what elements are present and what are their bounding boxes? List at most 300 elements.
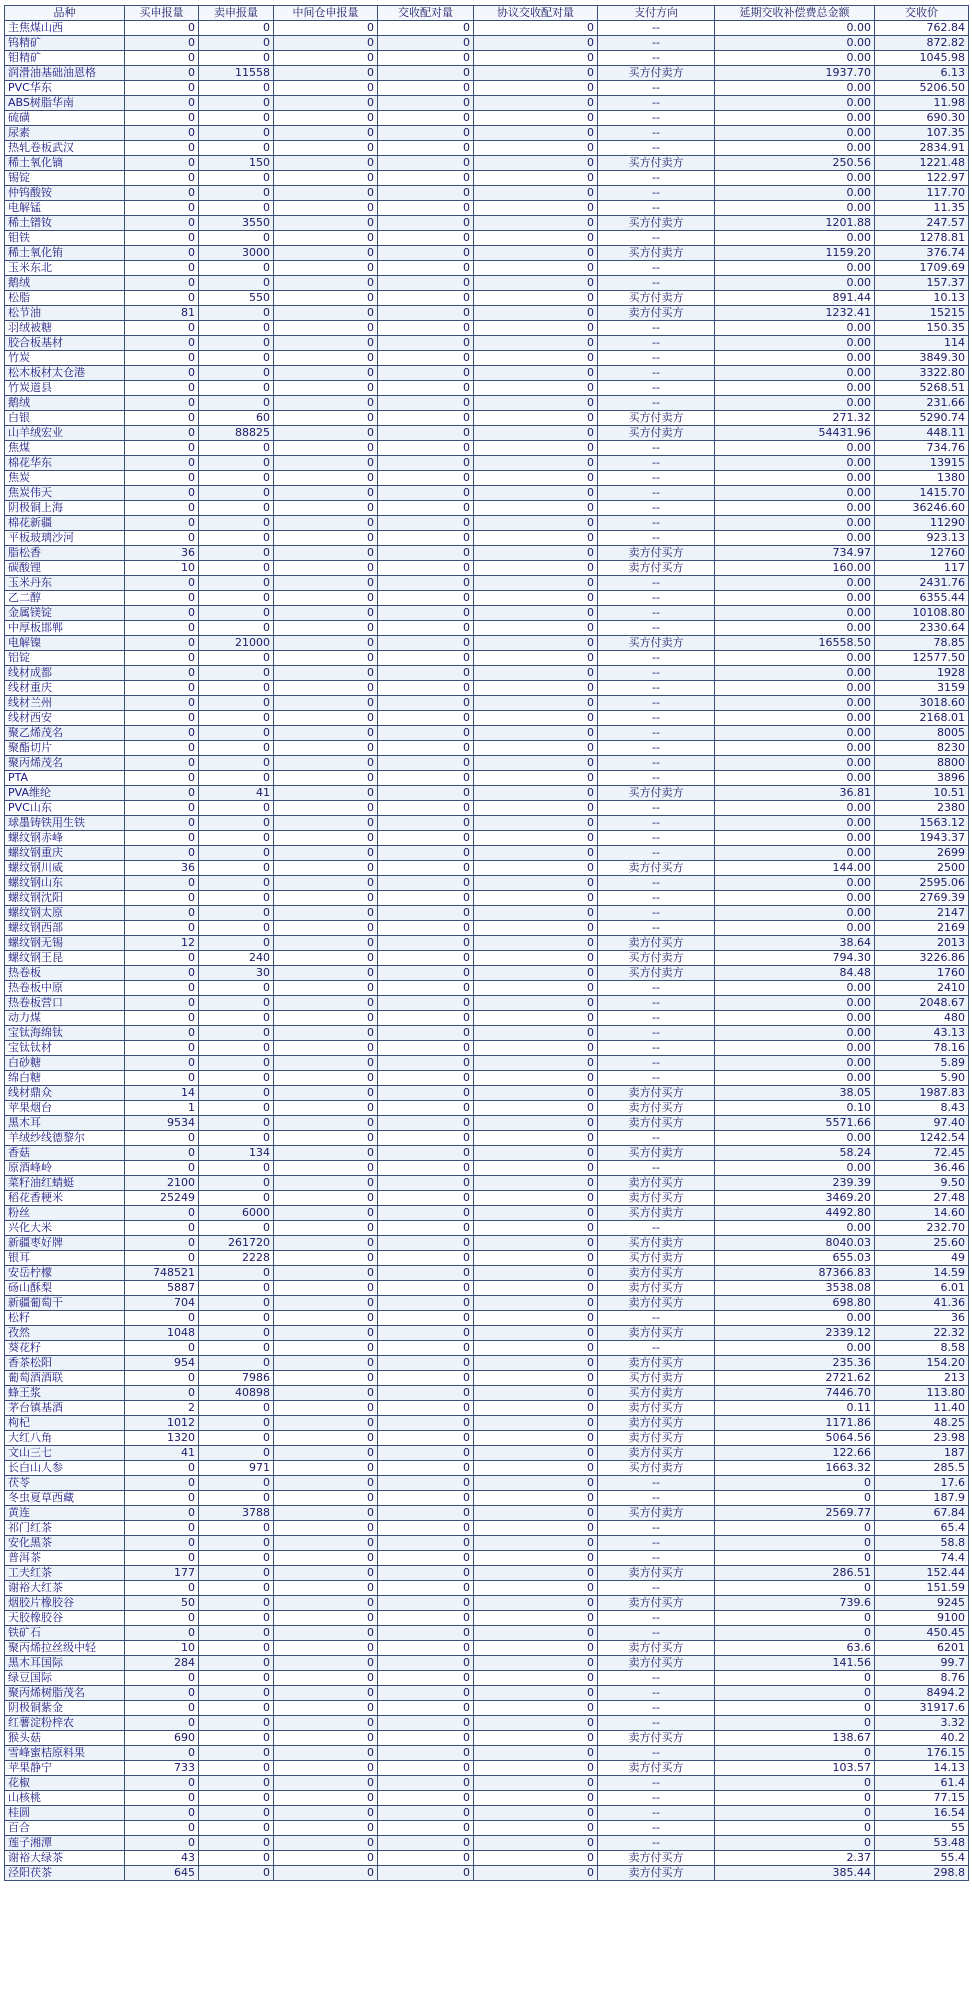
cell-deferred-compensation: 0.00 xyxy=(715,81,875,96)
cell-agreement-matched: 0 xyxy=(474,171,598,186)
cell-delivery-price: 376.74 xyxy=(875,246,969,261)
cell-deferred-compensation: 38.05 xyxy=(715,1086,875,1101)
cell-intermediate-declared: 0 xyxy=(274,1746,378,1761)
cell-agreement-matched: 0 xyxy=(474,1791,598,1806)
cell-buy-declared: 0 xyxy=(125,1161,199,1176)
table-row xyxy=(5,51,969,66)
cell-agreement-matched: 0 xyxy=(474,906,598,921)
cell-buy-declared: 0 xyxy=(125,1626,199,1641)
cell-buy-declared: 0 xyxy=(125,1611,199,1626)
cell-buy-declared: 748521 xyxy=(125,1266,199,1281)
cell-payment-direction: -- xyxy=(598,891,715,906)
cell-delivery-price: 14.59 xyxy=(875,1266,969,1281)
cell-sell-declared: 0 xyxy=(199,261,274,276)
cell-delivery-price: 107.35 xyxy=(875,126,969,141)
cell-intermediate-declared: 0 xyxy=(274,1266,378,1281)
cell-delivery-price: 8494.2 xyxy=(875,1686,969,1701)
cell-sell-declared: 0 xyxy=(199,1041,274,1056)
cell-sell-declared: 0 xyxy=(199,846,274,861)
cell-sell-declared: 0 xyxy=(199,1521,274,1536)
table-row xyxy=(5,351,969,366)
cell-delivery-price: 43.13 xyxy=(875,1026,969,1041)
table-row xyxy=(5,321,969,336)
cell-delivery-price: 2431.76 xyxy=(875,576,969,591)
cell-delivery-price: 10108.80 xyxy=(875,606,969,621)
cell-delivery-price: 1760 xyxy=(875,966,969,981)
cell-agreement-matched: 0 xyxy=(474,741,598,756)
cell-delivery-price: 1045.98 xyxy=(875,51,969,66)
cell-deferred-compensation: 0.00 xyxy=(715,576,875,591)
cell-deferred-compensation: 0 xyxy=(715,1491,875,1506)
cell-agreement-matched: 0 xyxy=(474,201,598,216)
cell-deferred-compensation: 0.00 xyxy=(715,276,875,291)
cell-intermediate-declared: 0 xyxy=(274,576,378,591)
cell-intermediate-declared: 0 xyxy=(274,516,378,531)
cell-delivery-price: 25.60 xyxy=(875,1236,969,1251)
cell-delivery-matched: 0 xyxy=(378,576,474,591)
table-row xyxy=(5,1476,969,1491)
cell-delivery-matched: 0 xyxy=(378,411,474,426)
cell-sell-declared: 0 xyxy=(199,1266,274,1281)
cell-buy-declared: 0 xyxy=(125,786,199,801)
cell-delivery-matched: 0 xyxy=(378,1101,474,1116)
cell-intermediate-declared: 0 xyxy=(274,1851,378,1866)
cell-deferred-compensation: 36.81 xyxy=(715,786,875,801)
cell-payment-direction: 卖方付买方 xyxy=(598,1866,715,1881)
cell-payment-direction: -- xyxy=(598,336,715,351)
cell-agreement-matched: 0 xyxy=(474,696,598,711)
table-header-row xyxy=(5,6,969,21)
cell-delivery-price: 67.84 xyxy=(875,1506,969,1521)
cell-agreement-matched: 0 xyxy=(474,36,598,51)
cell-product-name: 仲钨酸铵 xyxy=(5,186,125,201)
cell-delivery-matched: 0 xyxy=(378,606,474,621)
cell-delivery-matched: 0 xyxy=(378,351,474,366)
cell-buy-declared: 0 xyxy=(125,1836,199,1851)
cell-deferred-compensation: 0 xyxy=(715,1776,875,1791)
cell-sell-declared: 0 xyxy=(199,1296,274,1311)
cell-agreement-matched: 0 xyxy=(474,591,598,606)
cell-buy-declared: 0 xyxy=(125,726,199,741)
cell-buy-declared: 0 xyxy=(125,1671,199,1686)
cell-delivery-price: 3896 xyxy=(875,771,969,786)
cell-payment-direction: 卖方付买方 xyxy=(598,1191,715,1206)
cell-agreement-matched: 0 xyxy=(474,1776,598,1791)
cell-buy-declared: 704 xyxy=(125,1296,199,1311)
table-row xyxy=(5,1266,969,1281)
cell-sell-declared: 0 xyxy=(199,1071,274,1086)
cell-deferred-compensation: 87366.83 xyxy=(715,1266,875,1281)
cell-agreement-matched: 0 xyxy=(474,636,598,651)
cell-delivery-matched: 0 xyxy=(378,636,474,651)
cell-sell-declared: 0 xyxy=(199,306,274,321)
cell-delivery-matched: 0 xyxy=(378,681,474,696)
cell-payment-direction: -- xyxy=(598,1581,715,1596)
cell-product-name: 线材重庆 xyxy=(5,681,125,696)
cell-delivery-price: 176.15 xyxy=(875,1746,969,1761)
cell-intermediate-declared: 0 xyxy=(274,1446,378,1461)
cell-sell-declared: 0 xyxy=(199,171,274,186)
cell-delivery-price: 5.89 xyxy=(875,1056,969,1071)
cell-agreement-matched: 0 xyxy=(474,81,598,96)
cell-delivery-matched: 0 xyxy=(378,531,474,546)
cell-buy-declared: 0 xyxy=(125,1461,199,1476)
cell-intermediate-declared: 0 xyxy=(274,201,378,216)
cell-buy-declared: 690 xyxy=(125,1731,199,1746)
cell-buy-declared: 0 xyxy=(125,501,199,516)
cell-agreement-matched: 0 xyxy=(474,291,598,306)
cell-sell-declared: 0 xyxy=(199,1326,274,1341)
cell-payment-direction: -- xyxy=(598,1686,715,1701)
cell-buy-declared: 0 xyxy=(125,396,199,411)
table-row xyxy=(5,1251,969,1266)
cell-sell-declared: 0 xyxy=(199,1101,274,1116)
cell-sell-declared: 0 xyxy=(199,96,274,111)
cell-delivery-matched: 0 xyxy=(378,1716,474,1731)
cell-buy-declared: 5887 xyxy=(125,1281,199,1296)
cell-deferred-compensation: 0 xyxy=(715,1671,875,1686)
table-row xyxy=(5,666,969,681)
cell-delivery-matched: 0 xyxy=(378,501,474,516)
cell-product-name: 钨精矿 xyxy=(5,36,125,51)
table-row xyxy=(5,411,969,426)
cell-agreement-matched: 0 xyxy=(474,471,598,486)
cell-deferred-compensation: 0.00 xyxy=(715,396,875,411)
cell-delivery-matched: 0 xyxy=(378,1161,474,1176)
cell-agreement-matched: 0 xyxy=(474,1311,598,1326)
table-row xyxy=(5,906,969,921)
table-row xyxy=(5,1791,969,1806)
cell-product-name: PVA维纶 xyxy=(5,786,125,801)
cell-delivery-price: 41.36 xyxy=(875,1296,969,1311)
cell-deferred-compensation: 794.30 xyxy=(715,951,875,966)
table-row xyxy=(5,861,969,876)
cell-buy-declared: 0 xyxy=(125,516,199,531)
cell-buy-declared: 12 xyxy=(125,936,199,951)
cell-deferred-compensation: 0.00 xyxy=(715,771,875,786)
cell-payment-direction: 买方付卖方 xyxy=(598,291,715,306)
cell-deferred-compensation: 1171.86 xyxy=(715,1416,875,1431)
cell-payment-direction: 买方付卖方 xyxy=(598,156,715,171)
cell-product-name: 玉米丹东 xyxy=(5,576,125,591)
cell-delivery-price: 11.98 xyxy=(875,96,969,111)
table-row xyxy=(5,1701,969,1716)
cell-sell-declared: 0 xyxy=(199,1641,274,1656)
cell-agreement-matched: 0 xyxy=(474,1656,598,1671)
cell-delivery-price: 48.25 xyxy=(875,1416,969,1431)
cell-payment-direction: 买方付卖方 xyxy=(598,1506,715,1521)
cell-product-name: 葵花籽 xyxy=(5,1341,125,1356)
cell-agreement-matched: 0 xyxy=(474,21,598,36)
cell-deferred-compensation: 0.00 xyxy=(715,516,875,531)
table-row xyxy=(5,336,969,351)
table-row xyxy=(5,396,969,411)
cell-buy-declared: 0 xyxy=(125,111,199,126)
cell-sell-declared: 550 xyxy=(199,291,274,306)
cell-buy-declared: 0 xyxy=(125,1581,199,1596)
cell-buy-declared: 0 xyxy=(125,1506,199,1521)
cell-deferred-compensation: 0.00 xyxy=(715,441,875,456)
cell-agreement-matched: 0 xyxy=(474,786,598,801)
cell-payment-direction: -- xyxy=(598,1071,715,1086)
cell-delivery-price: 2595.06 xyxy=(875,876,969,891)
cell-intermediate-declared: 0 xyxy=(274,216,378,231)
cell-agreement-matched: 0 xyxy=(474,651,598,666)
cell-buy-declared: 0 xyxy=(125,876,199,891)
cell-product-name: 猴头菇 xyxy=(5,1731,125,1746)
table-row xyxy=(5,1176,969,1191)
cell-buy-declared: 81 xyxy=(125,306,199,321)
cell-intermediate-declared: 0 xyxy=(274,1416,378,1431)
cell-buy-declared: 0 xyxy=(125,621,199,636)
col-header-buy-declared: 买申报量 xyxy=(125,6,199,21)
cell-intermediate-declared: 0 xyxy=(274,1176,378,1191)
cell-delivery-price: 187 xyxy=(875,1446,969,1461)
cell-deferred-compensation: 1159.20 xyxy=(715,246,875,261)
cell-buy-declared: 0 xyxy=(125,1686,199,1701)
cell-intermediate-declared: 0 xyxy=(274,1611,378,1626)
cell-intermediate-declared: 0 xyxy=(274,1581,378,1596)
cell-deferred-compensation: 0.00 xyxy=(715,606,875,621)
cell-delivery-matched: 0 xyxy=(378,726,474,741)
cell-delivery-price: 3226.86 xyxy=(875,951,969,966)
cell-agreement-matched: 0 xyxy=(474,306,598,321)
table-row xyxy=(5,1026,969,1041)
table-row xyxy=(5,96,969,111)
cell-payment-direction: 买方付卖方 xyxy=(598,411,715,426)
cell-intermediate-declared: 0 xyxy=(274,81,378,96)
cell-product-name: 普洱茶 xyxy=(5,1551,125,1566)
cell-payment-direction: 卖方付买方 xyxy=(598,936,715,951)
cell-buy-declared: 0 xyxy=(125,141,199,156)
table-row xyxy=(5,1281,969,1296)
cell-agreement-matched: 0 xyxy=(474,186,598,201)
cell-payment-direction: -- xyxy=(598,1491,715,1506)
cell-product-name: 香菇 xyxy=(5,1146,125,1161)
cell-agreement-matched: 0 xyxy=(474,876,598,891)
cell-product-name: 焦炭伟天 xyxy=(5,486,125,501)
cell-payment-direction: -- xyxy=(598,801,715,816)
cell-buy-declared: 0 xyxy=(125,171,199,186)
cell-deferred-compensation: 1201.88 xyxy=(715,216,875,231)
cell-delivery-matched: 0 xyxy=(378,1821,474,1836)
cell-product-name: 黑木耳国际 xyxy=(5,1656,125,1671)
cell-agreement-matched: 0 xyxy=(474,1191,598,1206)
cell-intermediate-declared: 0 xyxy=(274,726,378,741)
cell-buy-declared: 0 xyxy=(125,36,199,51)
cell-deferred-compensation: 0 xyxy=(715,1791,875,1806)
cell-sell-declared: 0 xyxy=(199,1131,274,1146)
cell-product-name: 新疆葡萄干 xyxy=(5,1296,125,1311)
cell-payment-direction: -- xyxy=(598,651,715,666)
cell-agreement-matched: 0 xyxy=(474,1296,598,1311)
cell-product-name: 螺纹钢山东 xyxy=(5,876,125,891)
cell-intermediate-declared: 0 xyxy=(274,1356,378,1371)
table-row xyxy=(5,276,969,291)
cell-sell-declared: 30 xyxy=(199,966,274,981)
cell-delivery-matched: 0 xyxy=(378,1806,474,1821)
cell-agreement-matched: 0 xyxy=(474,501,598,516)
table-row xyxy=(5,1641,969,1656)
cell-delivery-matched: 0 xyxy=(378,486,474,501)
cell-product-name: 平板玻璃沙河 xyxy=(5,531,125,546)
table-row xyxy=(5,621,969,636)
cell-agreement-matched: 0 xyxy=(474,1761,598,1776)
cell-intermediate-declared: 0 xyxy=(274,1866,378,1881)
cell-buy-declared: 0 xyxy=(125,1791,199,1806)
cell-sell-declared: 41 xyxy=(199,786,274,801)
cell-payment-direction: -- xyxy=(598,471,715,486)
cell-product-name: 电解锰 xyxy=(5,201,125,216)
cell-delivery-matched: 0 xyxy=(378,66,474,81)
cell-product-name: 谢裕大绿茶 xyxy=(5,1851,125,1866)
cell-product-name: 主焦煤山西 xyxy=(5,21,125,36)
cell-agreement-matched: 0 xyxy=(474,1281,598,1296)
cell-delivery-matched: 0 xyxy=(378,756,474,771)
cell-delivery-matched: 0 xyxy=(378,786,474,801)
cell-buy-declared: 0 xyxy=(125,1206,199,1221)
cell-agreement-matched: 0 xyxy=(474,1131,598,1146)
cell-payment-direction: 买方付卖方 xyxy=(598,1461,715,1476)
cell-payment-direction: -- xyxy=(598,1551,715,1566)
cell-payment-direction: -- xyxy=(598,1026,715,1041)
cell-deferred-compensation: 0 xyxy=(715,1551,875,1566)
cell-deferred-compensation: 0.00 xyxy=(715,381,875,396)
cell-agreement-matched: 0 xyxy=(474,531,598,546)
cell-product-name: 螺纹钢王昆 xyxy=(5,951,125,966)
table-row xyxy=(5,1056,969,1071)
cell-delivery-price: 72.45 xyxy=(875,1146,969,1161)
cell-product-name: ABS树脂华南 xyxy=(5,96,125,111)
cell-buy-declared: 0 xyxy=(125,321,199,336)
cell-deferred-compensation: 160.00 xyxy=(715,561,875,576)
cell-delivery-price: 2380 xyxy=(875,801,969,816)
cell-buy-declared: 0 xyxy=(125,1806,199,1821)
cell-deferred-compensation: 0.00 xyxy=(715,831,875,846)
cell-product-name: 松籽 xyxy=(5,1311,125,1326)
cell-product-name: 铝锭 xyxy=(5,651,125,666)
cell-sell-declared: 0 xyxy=(199,936,274,951)
cell-agreement-matched: 0 xyxy=(474,1536,598,1551)
cell-payment-direction: -- xyxy=(598,831,715,846)
cell-delivery-price: 3.32 xyxy=(875,1716,969,1731)
cell-deferred-compensation: 103.57 xyxy=(715,1761,875,1776)
cell-delivery-matched: 0 xyxy=(378,81,474,96)
cell-intermediate-declared: 0 xyxy=(274,996,378,1011)
cell-product-name: 粉丝 xyxy=(5,1206,125,1221)
cell-deferred-compensation: 655.03 xyxy=(715,1251,875,1266)
cell-agreement-matched: 0 xyxy=(474,66,598,81)
cell-sell-declared: 0 xyxy=(199,1866,274,1881)
cell-agreement-matched: 0 xyxy=(474,1356,598,1371)
cell-delivery-price: 1221.48 xyxy=(875,156,969,171)
cell-product-name: 蜂王浆 xyxy=(5,1386,125,1401)
cell-product-name: 金属镁锭 xyxy=(5,606,125,621)
cell-product-name: 文山三七 xyxy=(5,1446,125,1461)
cell-delivery-price: 16.54 xyxy=(875,1806,969,1821)
cell-product-name: 热轧卷板武汉 xyxy=(5,141,125,156)
cell-buy-declared: 0 xyxy=(125,591,199,606)
cell-payment-direction: 买方付卖方 xyxy=(598,246,715,261)
cell-agreement-matched: 0 xyxy=(474,1491,598,1506)
cell-delivery-matched: 0 xyxy=(378,1581,474,1596)
cell-payment-direction: -- xyxy=(598,531,715,546)
cell-sell-declared: 0 xyxy=(199,1821,274,1836)
cell-sell-declared: 0 xyxy=(199,1446,274,1461)
cell-sell-declared: 0 xyxy=(199,381,274,396)
cell-product-name: 兴化大米 xyxy=(5,1221,125,1236)
cell-payment-direction: -- xyxy=(598,21,715,36)
cell-delivery-matched: 0 xyxy=(378,321,474,336)
cell-buy-declared: 0 xyxy=(125,681,199,696)
cell-delivery-price: 55.4 xyxy=(875,1851,969,1866)
table-row xyxy=(5,1191,969,1206)
cell-intermediate-declared: 0 xyxy=(274,351,378,366)
cell-delivery-price: 450.45 xyxy=(875,1626,969,1641)
cell-sell-declared: 0 xyxy=(199,126,274,141)
cell-delivery-price: 734.76 xyxy=(875,441,969,456)
cell-buy-declared: 0 xyxy=(125,201,199,216)
cell-deferred-compensation: 0.00 xyxy=(715,891,875,906)
cell-deferred-compensation: 1937.70 xyxy=(715,66,875,81)
cell-delivery-matched: 0 xyxy=(378,1791,474,1806)
cell-buy-declared: 0 xyxy=(125,336,199,351)
cell-intermediate-declared: 0 xyxy=(274,1236,378,1251)
cell-buy-declared: 0 xyxy=(125,1701,199,1716)
cell-product-name: 泾阳茯茶 xyxy=(5,1866,125,1881)
cell-deferred-compensation: 0.00 xyxy=(715,171,875,186)
cell-agreement-matched: 0 xyxy=(474,1851,598,1866)
table-row xyxy=(5,561,969,576)
cell-buy-declared: 0 xyxy=(125,711,199,726)
cell-agreement-matched: 0 xyxy=(474,561,598,576)
cell-agreement-matched: 0 xyxy=(474,1236,598,1251)
cell-delivery-matched: 0 xyxy=(378,1746,474,1761)
cell-intermediate-declared: 0 xyxy=(274,36,378,51)
cell-delivery-matched: 0 xyxy=(378,1431,474,1446)
cell-intermediate-declared: 0 xyxy=(274,1551,378,1566)
cell-intermediate-declared: 0 xyxy=(274,1521,378,1536)
cell-sell-declared: 150 xyxy=(199,156,274,171)
cell-intermediate-declared: 0 xyxy=(274,1101,378,1116)
cell-payment-direction: -- xyxy=(598,921,715,936)
cell-payment-direction: -- xyxy=(598,1476,715,1491)
cell-agreement-matched: 0 xyxy=(474,771,598,786)
cell-agreement-matched: 0 xyxy=(474,606,598,621)
cell-deferred-compensation: 0.00 xyxy=(715,36,875,51)
cell-agreement-matched: 0 xyxy=(474,936,598,951)
cell-agreement-matched: 0 xyxy=(474,1476,598,1491)
cell-buy-declared: 0 xyxy=(125,966,199,981)
cell-payment-direction: 卖方付买方 xyxy=(598,1416,715,1431)
table-row xyxy=(5,1506,969,1521)
table-row xyxy=(5,936,969,951)
cell-payment-direction: -- xyxy=(598,1716,715,1731)
cell-payment-direction: -- xyxy=(598,1056,715,1071)
table-row xyxy=(5,426,969,441)
cell-delivery-price: 923.13 xyxy=(875,531,969,546)
cell-intermediate-declared: 0 xyxy=(274,861,378,876)
cell-delivery-matched: 0 xyxy=(378,1671,474,1686)
cell-payment-direction: -- xyxy=(598,276,715,291)
cell-deferred-compensation: 141.56 xyxy=(715,1656,875,1671)
cell-deferred-compensation: 5064.56 xyxy=(715,1431,875,1446)
cell-delivery-price: 77.15 xyxy=(875,1791,969,1806)
cell-payment-direction: -- xyxy=(598,261,715,276)
table-row xyxy=(5,876,969,891)
cell-buy-declared: 0 xyxy=(125,1011,199,1026)
cell-delivery-matched: 0 xyxy=(378,291,474,306)
